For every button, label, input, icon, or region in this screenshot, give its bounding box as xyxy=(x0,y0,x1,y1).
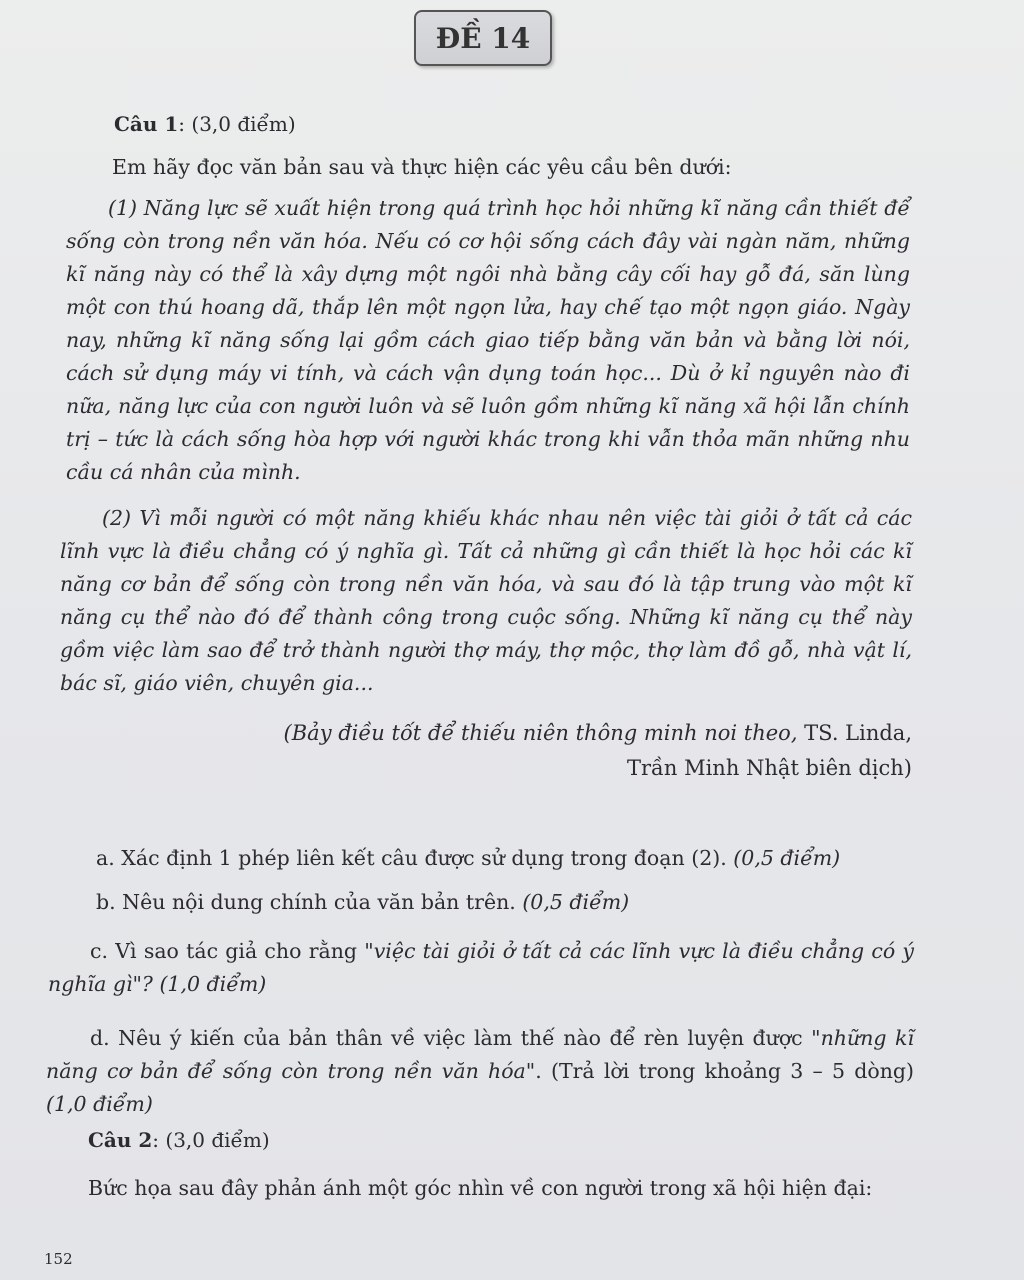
question-1b-points: (0,5 điểm) xyxy=(522,890,630,914)
question-1-label: Câu 1 xyxy=(114,112,179,136)
question-2-text: Bức họa sau đây phản ánh một góc nhìn về con người trong xã hội hiện đại: xyxy=(88,1176,873,1200)
passage-source xyxy=(260,716,912,786)
question-1a xyxy=(96,842,896,875)
source-book-title: (Bảy điều tốt để thiếu niên thông minh noi theo, xyxy=(283,721,798,745)
page-number: 152 xyxy=(44,1250,73,1268)
question-1b xyxy=(96,886,896,919)
question-1c-lead: c. Vì sao tác giả cho rằng xyxy=(90,939,365,963)
exam-title: ĐỀ 14 xyxy=(435,21,531,55)
passage-paragraph-1: (1) Năng lực sẽ xuất hiện trong quá trình học hỏi những kĩ năng cần thiết để sống còn trong nền văn hóa. Nếu có cơ hội sống cách đây vài ngàn năm, những kĩ năng này có thể là xây dựng một ngôi nhà bằng cây cối hay gỗ đá, săn lùng một con thú hoang dã, thắp lên một ngọn lửa, hay chế tạo một ngọn giáo. Ngày nay, những kĩ năng sống lại gồm cách giao tiếp bằng văn bản và bằng lời nói, cách sử dụng máy vi tính, và cách vận dụng toán học... Dù ở kỉ nguyên nào đi nữa, năng lực của con người luôn và sẽ luôn gồm những kĩ năng xã hội lẫn chính trị – tức là cách sống hòa hợp với người khác trong khi vẫn thỏa mãn những nhu cầu cá nhân của mình. xyxy=(66,196,910,484)
question-2-label: Câu 2 xyxy=(88,1128,153,1152)
question-2-points: : (3,0 điểm) xyxy=(152,1128,270,1152)
passage-paragraph-2: (2) Vì mỗi người có một năng khiếu khác nhau nên việc tài giỏi ở tất cả các lĩnh vực là điều chẳng có ý nghĩa gì. Tất cả những gì cần thiết là học hỏi các kĩ năng cơ bản để sống còn trong nền văn hóa, và sau đó là tập trung vào một kĩ năng cụ thể nào đó để thành công trong cuộc sống. Những kĩ năng cụ thể này gồm việc làm sao để trở thành người thợ máy, thợ mộc, thợ làm đồ gỗ, nhà vật lí, bác sĩ, giáo viên, chuyên gia... xyxy=(60,506,912,695)
question-1c-quote: "việc tài giỏi ở tất cả các lĩnh vực là điều chẳng có ý nghĩa gì"? (1,0 điểm) xyxy=(48,939,914,996)
question-1-header xyxy=(114,112,296,136)
question-1d xyxy=(46,1022,914,1121)
question-1c xyxy=(48,935,914,1001)
question-1d-lead: d. Nêu ý kiến của bản thân về việc làm thế nào để rèn luyện được xyxy=(90,1026,812,1050)
source-translator: Trần Minh Nhật biên dịch) xyxy=(626,756,912,780)
question-1a-text: a. Xác định 1 phép liên kết câu được sử dụng trong đoạn (2). xyxy=(96,846,734,870)
exam-title-box xyxy=(414,10,552,66)
question-1b-text: b. Nêu nội dung chính của văn bản trên. xyxy=(96,890,523,914)
question-1-points: : (3,0 điểm) xyxy=(178,112,296,136)
question-1-instruction: Em hãy đọc văn bản sau và thực hiện các yêu cầu bên dưới: xyxy=(112,155,732,179)
question-1a-points: (0,5 điểm) xyxy=(733,846,841,870)
question-1d-tail: . (Trả lời trong khoảng 3 – 5 dòng) xyxy=(535,1059,915,1083)
question-1d-quote: "những kĩ năng cơ bản để sống còn trong nền văn hóa" xyxy=(46,1026,915,1083)
question-2-header xyxy=(88,1128,270,1152)
question-1d-points: (1,0 điểm) xyxy=(46,1092,153,1116)
source-author: TS. Linda, xyxy=(797,721,912,745)
